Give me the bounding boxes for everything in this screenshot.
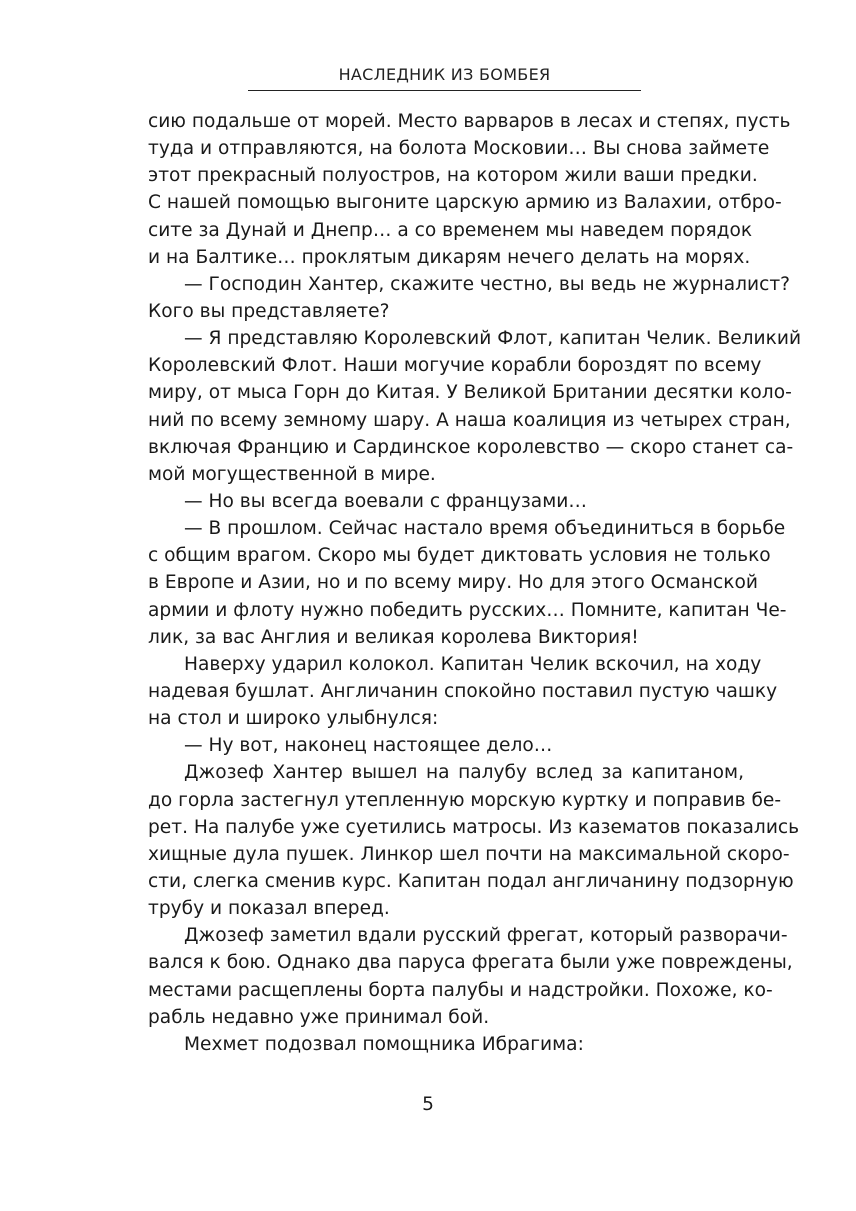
- text-line: — Я представляю Королевский Флот, капитан Челик. Великий: [184, 328, 802, 350]
- text-line: местами расщеплены борта палубы и надстройки. Похоже, ко-: [148, 979, 773, 1001]
- text-line: сти, слегка сменив курс. Капитан подал англичанину подзорную: [148, 870, 794, 892]
- header-rule: [248, 90, 641, 91]
- text-line: вался к бою. Однако два паруса фрегата были уже повреждены,: [148, 952, 793, 974]
- text-line: армии и флоту нужно победить русских… Помните, капитан Че-: [148, 599, 787, 621]
- text-line: Мехмет подозвал помощника Ибрагима:: [184, 1033, 584, 1055]
- text-line: трубу и показал вперед.: [148, 898, 390, 920]
- text-line: туда и отправляются, на болота Московии… Вы снова займете: [148, 138, 770, 160]
- text-line: — В прошлом. Сейчас настало время объединиться в борьбе: [184, 518, 786, 540]
- text-line: Кого вы представляете?: [148, 300, 390, 322]
- text-line: в Европе и Азии, но и по всему миру. Но для этого Османской: [148, 572, 758, 594]
- text-line: ний по всему земному шару. А наша коалиция из четырех стран,: [148, 409, 791, 431]
- page-body: [148, 108, 802, 1058]
- text-line: с общим врагом. Скоро мы будет диктовать условия не только: [148, 545, 771, 567]
- text-line: сию подальше от морей. Место варваров в лесах и степях, пусть: [148, 111, 791, 132]
- text-line: включая Францию и Сардинское королевство — скоро станет са-: [148, 436, 794, 458]
- text-line: Наверху ударил колокол. Капитан Челик вскочил, на ходу: [184, 653, 762, 675]
- text-line: Королевский Флот. Наши могучие корабли бороздят по всему: [148, 355, 762, 377]
- text-line: — Господин Хантер, скажите честно, вы ведь не журналист?: [184, 273, 791, 295]
- text-line: Джозеф Хантер вышел на палубу вслед за капитаном,: [184, 762, 744, 784]
- text-line: надевая бушлат. Англичанин спокойно поставил пустую чашку: [148, 680, 778, 702]
- text-line: лик, за вас Англия и великая королева Виктория!: [148, 626, 639, 648]
- text-line: сите за Дунай и Днепр… а со временем мы наведем порядок: [148, 219, 753, 241]
- page-number: 5: [422, 1094, 434, 1115]
- running-head: НАСЛЕДНИК ИЗ БОМБЕЯ: [338, 65, 551, 84]
- text-line: и на Балтике… проклятым дикарям нечего делать на морях.: [148, 246, 751, 268]
- text-line: рабль недавно уже принимал бой.: [148, 1006, 490, 1028]
- text-line: мой могущественной в мире.: [148, 463, 436, 485]
- text-line: миру, от мыса Горн до Китая. У Великой Британии десятки коло-: [148, 382, 792, 404]
- text-line: хищные дула пушек. Линкор шел почти на максимальной скоро-: [148, 843, 790, 865]
- text-line: до горла застегнул утепленную морскую куртку и поправив бе-: [148, 789, 782, 811]
- text-line: С нашей помощью выгоните царскую армию из Валахии, отбро-: [148, 192, 782, 214]
- text-line: рет. На палубе уже суетились матросы. Из казематов показались: [148, 816, 800, 838]
- text-line: — Но вы всегда воевали с французами…: [184, 490, 587, 512]
- text-line: — Ну вот, наконец настоящее дело…: [184, 735, 553, 757]
- text-line: на стол и широко улыбнулся:: [148, 708, 439, 730]
- text-line: этот прекрасный полуостров, на котором жили ваши предки.: [148, 165, 758, 187]
- text-line: Джозеф заметил вдали русский фрегат, который разворачи-: [184, 925, 788, 947]
